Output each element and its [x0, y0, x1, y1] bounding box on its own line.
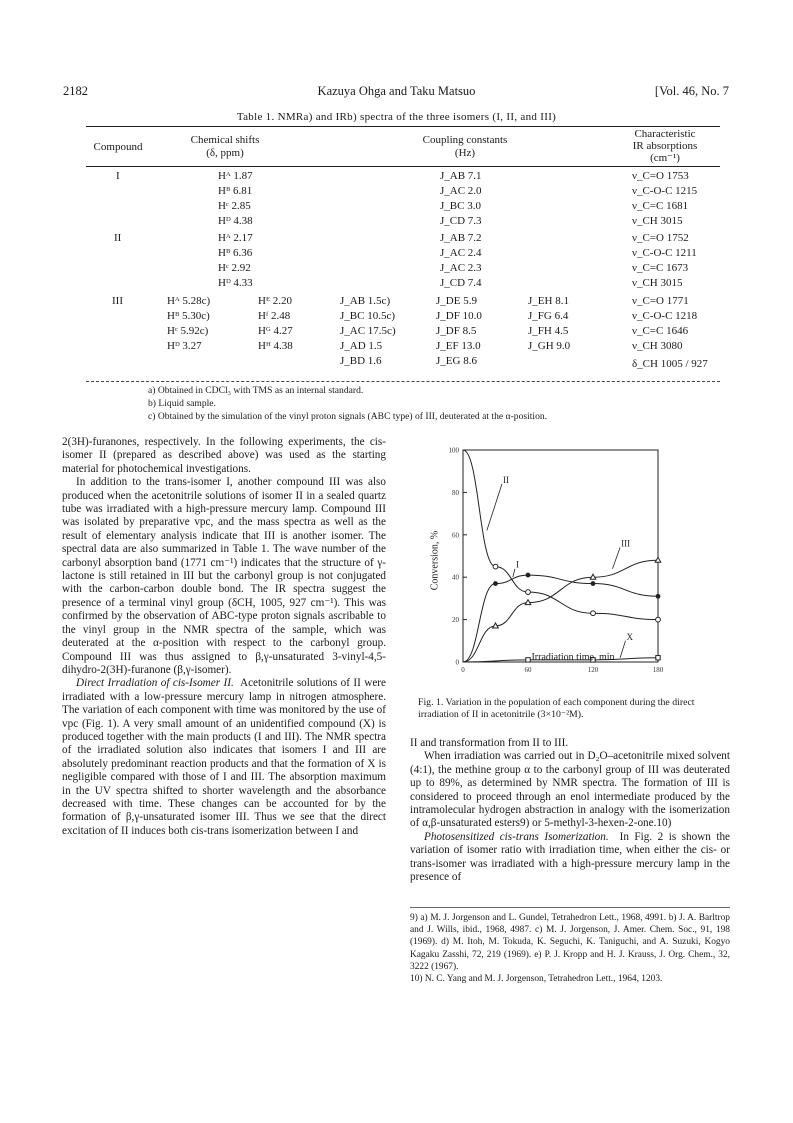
coupling-cell: J_DE 5.9 — [436, 295, 477, 307]
paragraph-text: Acetonitrile solutions of II were irradiated with a low-pressure mercury lamp in nitrogen atmosphere. The variation of each component with time was monitored by the use of vpc (Fig. 1). A very small amount of an unidentified compound (X) is produced together with the main products (I and III). The NMR spectra of the irradiated solution also indicates that isomers I and III are absolutely predominant reaction products and that the formation of X is negligible compared with those of I and III. The absorption maximum in the UV spectra shifted to shorter wavelength and the absorbance decreased with time. These changes can be accounted for by the formation of β,γ-unsaturated isomer III. Thus we see that the direct excitation of II induces both cis-trans isomerization between I and — [62, 677, 387, 837]
y-tick-label: 20 — [452, 616, 459, 625]
series-line-iii — [463, 560, 658, 662]
table-header-rule — [86, 166, 720, 167]
coupling-cell: J_EG 8.6 — [436, 355, 477, 367]
coupling-cell: J_DF 8.5 — [436, 325, 477, 337]
shift-cell: Hᴬ 2.17 — [218, 232, 253, 244]
coupling-cell: J_CD 7.4 — [440, 277, 482, 289]
data-point-i — [656, 594, 661, 599]
y-tick-label: 100 — [448, 446, 459, 455]
compound-label: III — [112, 295, 123, 307]
curve-label-iii: III — [621, 538, 631, 549]
curve-label-leader — [513, 569, 515, 577]
table-note: b) Liquid sample. — [148, 398, 216, 409]
chart-series — [463, 450, 661, 662]
curve-label-x: X — [626, 631, 633, 642]
y-tick-label: 60 — [452, 531, 459, 540]
coupling-cell: J_AC 2.4 — [440, 247, 482, 259]
plot-frame — [463, 450, 658, 662]
footnote: 9) a) M. J. Jorgenson and L. Gundel, Tetrahedron Lett., 1968, 4991. b) J. A. Barltrop and J. Wills, ibid., 1968, 4987. c) M. J. Jorgenson, J. Amer. Chem. Soc., 91, 198 (1969). d) M. Itoh, M. Tokuda, K. Seguchi, K. Taniguchi, and A. Suzuki, Kogyo Kagaku Zasshi, 72, 219 (1969). e) P. J. Kropp and H. J. Krauss, J. Org. Chem., 32, 3222 (1967). — [410, 913, 730, 972]
ir-cell: ν_CH 3080 — [632, 340, 683, 352]
header-ir-unit: (cm⁻¹) — [650, 152, 680, 164]
coupling-cell: J_BC 10.5c) — [340, 310, 395, 322]
paragraph: When irradiation was carried out in D₂O–acetonitrile mixed solvent (4:1), the methine group α to the carbonyl group of III was deuterated up to 89%, as determined by NMR spectra. The formation of III is considered to proceed through an enol intermediate produced by the intramolecular hydrogen abstraction in analogy with the isomerization of α,β-unsaturated esters9) or 5-methyl-3-hexen-2-one.10) — [410, 750, 730, 830]
ir-cell: ν_CH 3015 — [632, 277, 683, 289]
compound-label: I — [116, 170, 120, 182]
x-tick-label: 60 — [524, 666, 532, 674]
coupling-cell: J_CD 7.3 — [440, 215, 482, 227]
shift-cell: Hᴬ 1.87 — [218, 170, 253, 182]
shift-cell: Hᴱ 2.20 — [258, 295, 293, 307]
coupling-cell: J_FH 4.5 — [528, 325, 569, 337]
section-heading: Photosensitized cis-trans Isomerization. — [424, 830, 609, 843]
data-point-ii — [493, 564, 498, 569]
ir-cell: δ_CH 1005 / 927 — [632, 358, 708, 370]
table-top-rule — [86, 126, 720, 127]
footnote: 10) N. C. Yang and M. J. Jorgenson, Tetrahedron Lett., 1964, 1203. — [410, 974, 663, 985]
coupling-cell: J_EH 8.1 — [528, 295, 569, 307]
data-point-i — [493, 581, 498, 586]
shift-cell: Hᴴ 4.38 — [258, 340, 293, 352]
y-axis-label: Conversion, % — [429, 530, 441, 591]
table-bottom-rule — [86, 381, 720, 382]
compound-label: II — [114, 232, 122, 244]
ir-cell: ν_C=C 1673 — [632, 262, 689, 274]
ir-cell: ν_C=O 1752 — [632, 232, 689, 244]
y-tick-label: 0 — [455, 658, 459, 667]
shift-cell: Hᴮ 6.36 — [218, 247, 253, 259]
shift-cell: Hᶜ 2.85 — [218, 200, 251, 212]
data-point-i — [526, 573, 531, 578]
volume-info: [Vol. 46, No. 7 — [654, 84, 729, 98]
shift-cell: Hᶠ 2.48 — [258, 310, 291, 322]
coupling-cell: J_AB 1.5c) — [340, 295, 391, 307]
page-number: 2182 — [63, 84, 88, 98]
curve-label-i: I — [516, 559, 519, 570]
x-tick-label: 180 — [652, 666, 664, 674]
coupling-cell: J_AD 1.5 — [340, 340, 383, 352]
shift-cell: Hᴮ 6.81 — [218, 185, 253, 197]
data-point-i — [591, 581, 596, 586]
table-caption: Table 1. NMRa) and IRb) spectra of the three isomers (I, II, and III) — [236, 111, 557, 123]
header-shifts-unit: (δ, ppm) — [206, 147, 244, 159]
footnotes — [410, 912, 730, 985]
x-tick-label: 0 — [461, 666, 465, 674]
coupling-cell: J_BC 3.0 — [440, 200, 481, 212]
paragraph-text: In Fig. 2 is shown the variation of isomer ratio with irradiation time, when either the cis- or trans-isomer was irradiated with a high-pressure mercury lamp in the presence of — [410, 830, 731, 884]
figure-caption: Fig. 1. Variation in the population of each component during the direct irradiation of II in acetonitrile (3×10⁻²M). — [418, 697, 695, 720]
shift-cell: Hᶜ 2.92 — [218, 262, 251, 274]
data-point-iii — [493, 623, 499, 628]
data-point-iii — [655, 557, 661, 562]
ir-cell: ν_C=O 1771 — [632, 295, 689, 307]
ir-cell: ν_C-O-C 1218 — [632, 310, 698, 322]
series-line-ii — [463, 450, 658, 620]
ir-cell: ν_C=O 1753 — [632, 170, 689, 182]
series-line-i — [463, 575, 658, 662]
coupling-cell: J_AB 7.2 — [440, 232, 482, 244]
coupling-cell: J_GH 9.0 — [528, 340, 571, 352]
paragraph: In addition to the trans-isomer I, another compound III was also produced when the acetonitrile solutions of isomer II in a sealed quartz tube was irradiated with a high-pressure mercury lamp. Compound III was isolated by preparative vpc, and the mass spectra as well as the result of elementary analysis indicate that III is another isomer. The spectral data are also summarized in Table 1. The wave number of the carbonyl absorption band (1771 cm⁻¹) indicates that the structure of γ-lactone is still retained in III but the carbonyl group is not conjugated with the carbon-carbon double bond. The IR spectra suggest the presence of a terminal vinyl group (δCH, 1005, 927 cm⁻¹). This was confirmed by the observation of ABC-type proton signals ascribable to the vinyl group in the NMR spectra of the sample, which was deuterated at the α-position with respect to the carbonyl group. Compound III was thus assigned to β,γ-unsaturated 3-vinyl-4,5-dihydro-2(3H)-furanone (β,γ-isomer). — [62, 476, 386, 676]
shift-cell: Hᴳ 4.27 — [258, 325, 293, 337]
ir-cell: ν_CH 3015 — [632, 215, 683, 227]
paragraph: II and transformation from II to III. — [410, 737, 569, 749]
header-shifts: Chemical shifts — [190, 134, 260, 146]
y-tick-label: 80 — [452, 488, 459, 497]
coupling-cell: J_DF 10.0 — [436, 310, 482, 322]
shift-cell: Hᴬ 5.28c) — [167, 295, 211, 307]
chart-labels — [487, 475, 634, 658]
coupling-cell: J_BD 1.6 — [340, 355, 382, 367]
shift-cell: Hᶜ 5.92c) — [167, 325, 209, 337]
coupling-cell: J_AC 2.0 — [440, 185, 482, 197]
ir-cell: ν_C-O-C 1211 — [632, 247, 697, 259]
shift-cell: Hᴰ 4.33 — [218, 277, 253, 289]
coupling-cell: J_FG 6.4 — [528, 310, 569, 322]
header-ir-2: IR absorptions — [632, 140, 698, 152]
data-point-iii — [525, 600, 531, 605]
running-authors: Kazuya Ohga and Taku Matsuo — [317, 84, 476, 98]
curve-label-leader — [613, 548, 621, 569]
coupling-cell: J_AB 7.1 — [440, 170, 482, 182]
header-ir: Characteristic — [634, 128, 696, 140]
header-compound: Compound — [93, 141, 143, 153]
y-tick-label: 40 — [452, 573, 459, 582]
x-axis-label: Irradiation time, min — [531, 652, 615, 663]
data-point-iii — [590, 574, 596, 579]
header-coupling: Coupling constants — [422, 134, 508, 146]
footnote-rule — [410, 907, 730, 908]
shift-cell: Hᴰ 4.38 — [218, 215, 253, 227]
data-point-ii — [591, 611, 596, 616]
data-point-ii — [656, 617, 661, 622]
left-column — [62, 436, 386, 838]
paragraph: 2(3H)-furanones, respectively. In the following experiments, the cis-isomer II (prepared as described above) was used as the starting material for photochemical investigations. — [62, 436, 386, 475]
shift-cell: Hᴮ 5.30c) — [167, 310, 210, 322]
section-heading: Direct Irradiation of cis-Isomer II. — [76, 677, 234, 690]
table-note: c) Obtained by the simulation of the vinyl proton signals (ABC type) of III, deuterated at the α-position. — [148, 411, 548, 422]
curve-label-ii: II — [503, 474, 509, 485]
shift-cell: Hᴰ 3.27 — [167, 340, 202, 352]
x-tick-label: 120 — [587, 666, 599, 674]
paragraph — [62, 677, 386, 838]
table-note: a) Obtained in CDCl₃ with TMS as an internal standard. — [148, 385, 364, 396]
coupling-cell: J_AC 17.5c) — [340, 325, 396, 337]
header-coupling-unit: (Hz) — [454, 147, 476, 159]
coupling-cell: J_EF 13.0 — [436, 340, 481, 352]
curve-label-leader — [487, 484, 502, 531]
data-point-ii — [526, 590, 531, 595]
coupling-cell: J_AC 2.3 — [440, 262, 482, 274]
right-column — [410, 737, 730, 884]
ir-cell: ν_C-O-C 1215 — [632, 185, 698, 197]
paragraph — [410, 831, 730, 885]
ir-cell: ν_C=C 1681 — [632, 200, 689, 212]
ir-cell: ν_C=C 1646 — [632, 325, 689, 337]
